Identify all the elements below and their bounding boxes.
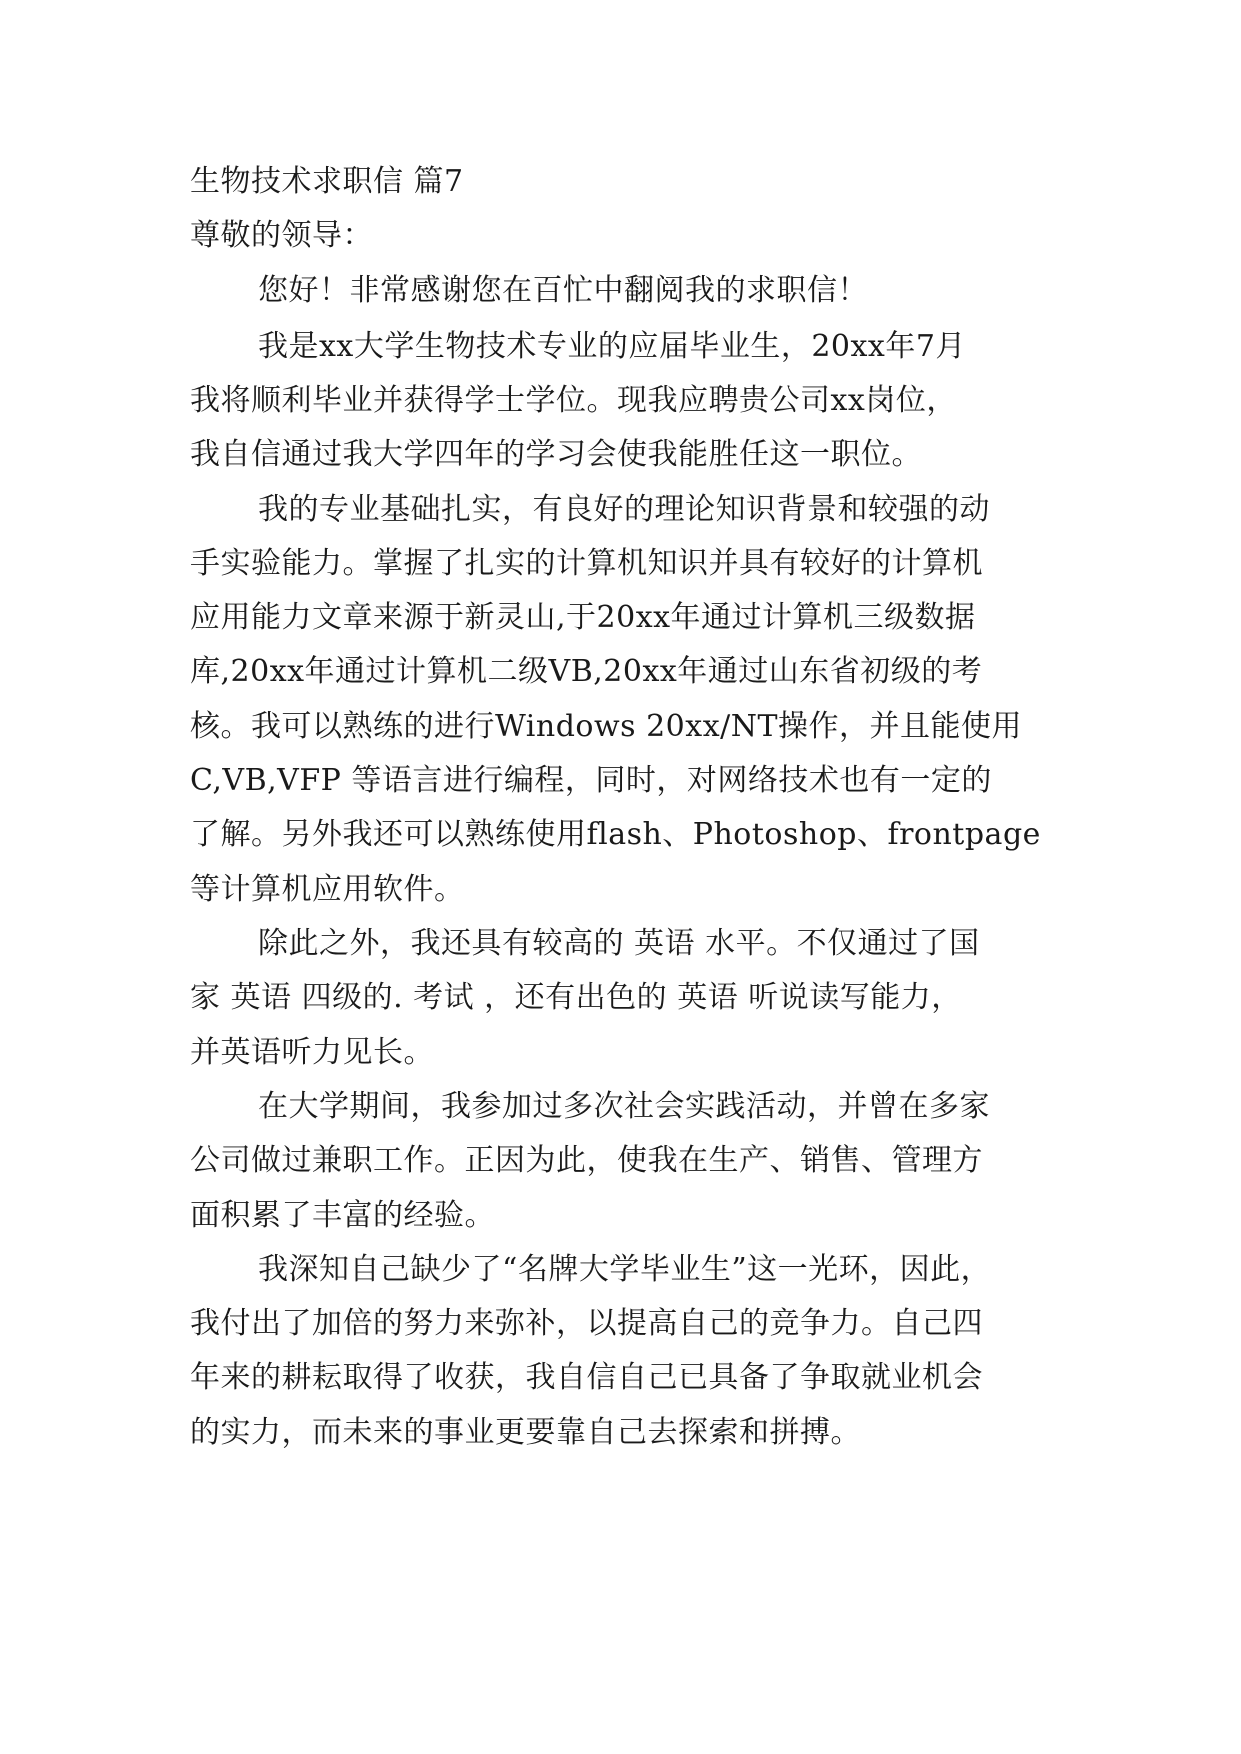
text-line: 等计算机应用软件。 — [190, 872, 465, 907]
text-line: 面积累了丰富的经验。 — [190, 1198, 495, 1233]
text-line: 我的专业基础扎实，有良好的理论知识背景和较强的动 — [258, 492, 990, 527]
text-line: 核。我可以熟练的进行Windows 20xx/NT操作，并且能使用 — [190, 709, 1022, 744]
text-line: 我深知自己缺少了“名牌大学毕业生”这一光环，因此， — [258, 1252, 992, 1287]
text-line: 年来的耕耘取得了收获，我自信自己已具备了争取就业机会 — [190, 1360, 983, 1395]
text-line: 并英语听力见长。 — [190, 1035, 434, 1070]
document-title: 生物技术求职信 篇7 — [190, 164, 464, 199]
text-line: 除此之外，我还具有较高的 英语 水平。不仅通过了国 — [258, 926, 980, 961]
text-line: 您好！非常感谢您在百忙中翻阅我的求职信！ — [258, 273, 868, 308]
text-line: C,VB,VFP 等语言进行编程，同时，对网络技术也有一定的 — [190, 763, 992, 798]
greeting: 尊敬的领导： — [190, 218, 373, 253]
text-line: 我将顺利毕业并获得学士学位。现我应聘贵公司xx岗位， — [190, 383, 957, 418]
text-line: 库,20xx年通过计算机二级VB,20xx年通过山东省初级的考 — [190, 654, 983, 689]
text-line: 手实验能力。掌握了扎实的计算机知识并具有较好的计算机 — [190, 546, 983, 581]
text-line: 我是xx大学生物技术专业的应届毕业生，20xx年7月 — [258, 329, 966, 364]
text-line: 我付出了加倍的努力来弥补，以提高自己的竞争力。自己四 — [190, 1306, 983, 1341]
text-line: 的实力，而未来的事业更要靠自己去探索和拼搏。 — [190, 1415, 861, 1450]
text-line: 了解。另外我还可以熟练使用flash、Photoshop、frontpage — [190, 817, 1041, 852]
text-line: 应用能力文章来源于新灵山,于20xx年通过计算机三级数据 — [190, 600, 976, 635]
text-line: 我自信通过我大学四年的学习会使我能胜任这一职位。 — [190, 437, 922, 472]
text-line: 公司做过兼职工作。正因为此，使我在生产、销售、管理方 — [190, 1143, 983, 1178]
text-line: 家 英语 四级的. 考试 ，还有出色的 英语 听说读写能力， — [190, 980, 962, 1015]
text-line: 在大学期间，我参加过多次社会实践活动，并曾在多家 — [258, 1089, 990, 1124]
